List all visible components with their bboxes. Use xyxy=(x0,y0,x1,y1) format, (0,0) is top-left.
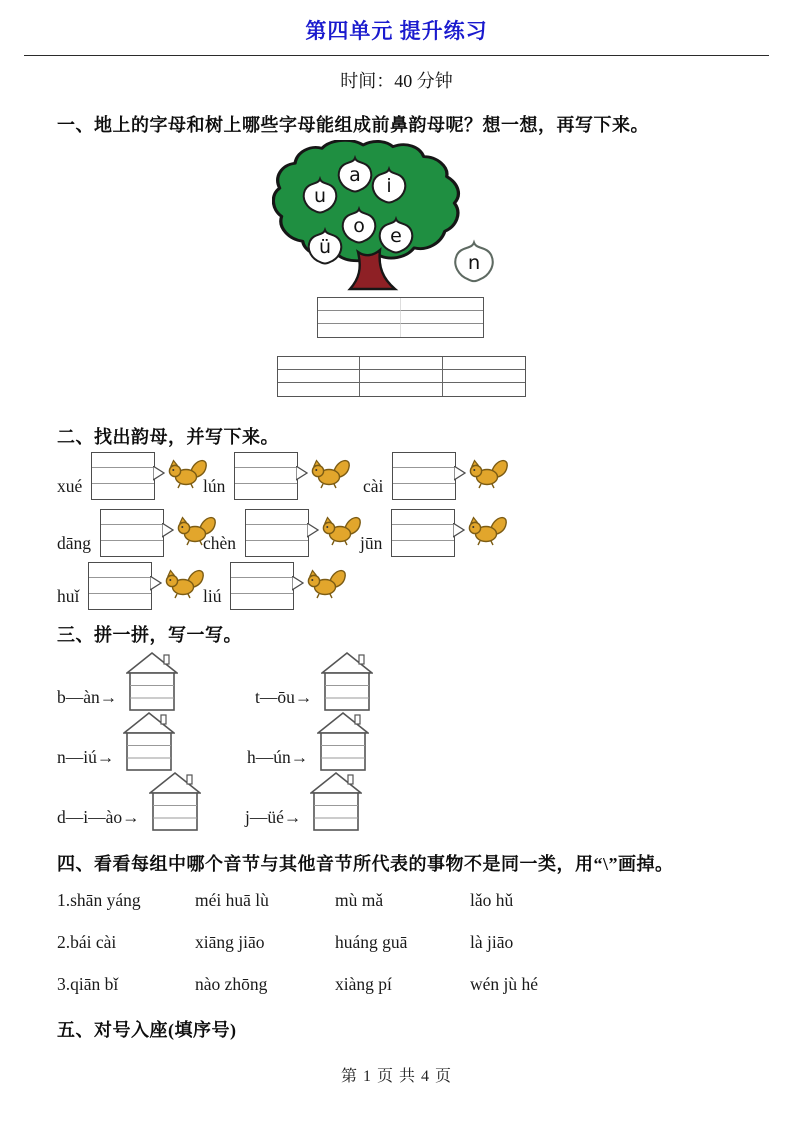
speech-tail xyxy=(292,576,304,591)
answer-cell[interactable] xyxy=(401,298,484,311)
tree-letter: u xyxy=(313,185,327,207)
pinyin-word: 2.bái cài xyxy=(57,932,117,952)
answer-cell[interactable] xyxy=(318,298,401,311)
pinyin-word: wén jù hé xyxy=(470,974,539,994)
pinyin-word: xiāng jiāo xyxy=(195,932,265,952)
house-answer-grid[interactable] xyxy=(317,710,369,772)
pinyin-word: nào zhōng xyxy=(195,974,268,994)
house-answer-grid[interactable] xyxy=(126,650,178,712)
speech-tail xyxy=(307,523,319,538)
page-title: 第四单元 提升练习 xyxy=(305,19,488,43)
classification-row xyxy=(57,890,737,911)
section-2-heading: 二、找出韵母，并写下来。 xyxy=(57,427,279,447)
speech-tail xyxy=(454,466,466,481)
squirrel-icon xyxy=(467,513,509,547)
answer-cell[interactable] xyxy=(401,324,484,337)
syllable-label: dāng xyxy=(57,533,92,553)
syllable-item xyxy=(57,562,206,610)
ground-letter: n xyxy=(467,251,481,275)
squirrel-icon xyxy=(321,513,363,547)
house-answer-grid[interactable] xyxy=(149,770,201,832)
answer-cell[interactable] xyxy=(278,383,360,396)
letter-tree-illustration xyxy=(272,140,508,294)
spelling-item xyxy=(57,770,201,832)
pinyin-word: huáng guā xyxy=(335,932,408,952)
pinyin-answer-grid[interactable] xyxy=(234,452,298,500)
speech-tail xyxy=(296,466,308,481)
spelling-item xyxy=(255,650,373,712)
syllable-item xyxy=(203,452,352,500)
squirrel-icon xyxy=(468,456,510,490)
syllable-label: huǐ xyxy=(57,586,80,606)
syllable-label: liú xyxy=(203,586,222,606)
syllable-item xyxy=(360,509,509,557)
tree-letter: a xyxy=(349,164,361,186)
answer-cell[interactable] xyxy=(443,370,525,383)
ground-peach xyxy=(455,243,492,282)
answer-cell[interactable] xyxy=(443,357,525,370)
answer-cell[interactable] xyxy=(318,324,401,337)
house-answer-grid[interactable] xyxy=(123,710,175,772)
tree-letter: e xyxy=(390,225,402,247)
speech-tail xyxy=(150,576,162,591)
tree-letter: o xyxy=(353,215,365,237)
spelling-label: d—i—ào→ xyxy=(57,807,140,827)
syllable-label: chèn xyxy=(203,533,237,553)
page-number: 第 1 页 共 4 页 xyxy=(340,1068,452,1085)
answer-cell[interactable] xyxy=(360,383,442,396)
house-answer-grid[interactable] xyxy=(321,650,373,712)
syllable-item xyxy=(203,509,363,557)
pinyin-answer-grid[interactable] xyxy=(230,562,294,610)
answer-cell[interactable] xyxy=(401,311,484,324)
pinyin-answer-grid[interactable] xyxy=(88,562,152,610)
classification-row xyxy=(57,932,737,953)
tree-letter: ü xyxy=(318,236,332,258)
spelling-label: b—àn→ xyxy=(57,687,118,707)
answer-cell[interactable] xyxy=(278,370,360,383)
syllable-label: cài xyxy=(363,476,384,496)
squirrel-icon xyxy=(306,566,348,600)
tree-crown xyxy=(273,140,458,260)
syllable-item xyxy=(363,452,510,500)
syllable-item xyxy=(57,452,209,500)
pinyin-answer-grid[interactable] xyxy=(245,509,309,557)
pinyin-word: 3.qiān bǐ xyxy=(57,974,119,994)
answer-cell[interactable] xyxy=(278,357,360,370)
spelling-item xyxy=(245,770,362,832)
spelling-item xyxy=(57,650,178,712)
syllable-label: lún xyxy=(203,476,226,496)
pinyin-answer-grid[interactable] xyxy=(391,509,455,557)
pinyin-word: là jiāo xyxy=(470,932,514,952)
spelling-item xyxy=(57,710,175,772)
header-divider xyxy=(24,55,769,56)
pinyin-word: lǎo hǔ xyxy=(470,890,514,910)
section-1-heading: 一、地上的字母和树上哪些字母能组成前鼻韵母呢？想一想，再写下来。 xyxy=(57,115,649,135)
squirrel-icon xyxy=(310,456,352,490)
syllable-label: xué xyxy=(57,476,83,496)
spelling-label: n—iú→ xyxy=(57,747,115,767)
section-4-heading: 四、看看每组中哪个音节与其他音节所代表的事物不是同一类，用“\”画掉。 xyxy=(57,854,674,874)
tree-letter: i xyxy=(386,175,392,197)
spelling-label: j—üé→ xyxy=(245,807,302,827)
pinyin-answer-grid[interactable] xyxy=(392,452,456,500)
syllable-label: jūn xyxy=(360,533,383,553)
answer-cell[interactable] xyxy=(443,383,525,396)
speech-tail xyxy=(153,466,165,481)
answer-table-2col[interactable] xyxy=(317,297,484,338)
answer-cell[interactable] xyxy=(360,370,442,383)
answer-cell[interactable] xyxy=(360,357,442,370)
spelling-label: t—ōu→ xyxy=(255,687,313,707)
syllable-item xyxy=(57,509,218,557)
syllable-item xyxy=(203,562,348,610)
speech-tail xyxy=(453,523,465,538)
pinyin-word: xiàng pí xyxy=(335,974,392,994)
speech-tail xyxy=(162,523,174,538)
answer-cell[interactable] xyxy=(318,311,401,324)
spelling-label: h—ún→ xyxy=(247,747,309,767)
time-limit-text: 时间：40 分钟 xyxy=(340,71,453,91)
pinyin-word: mù mǎ xyxy=(335,890,384,910)
section-3-heading: 三、拼一拼，写一写。 xyxy=(57,625,242,645)
pinyin-word: méi huā lù xyxy=(195,890,269,910)
house-answer-grid[interactable] xyxy=(310,770,362,832)
section-5-heading: 五、对号入座(填序号) xyxy=(57,1020,237,1040)
pinyin-answer-grid[interactable] xyxy=(91,452,155,500)
spelling-item xyxy=(247,710,369,772)
answer-table-3col[interactable] xyxy=(277,356,526,397)
squirrel-icon xyxy=(164,566,206,600)
pinyin-word: 1.shān yáng xyxy=(57,890,141,910)
classification-row xyxy=(57,974,737,995)
pinyin-answer-grid[interactable] xyxy=(100,509,164,557)
